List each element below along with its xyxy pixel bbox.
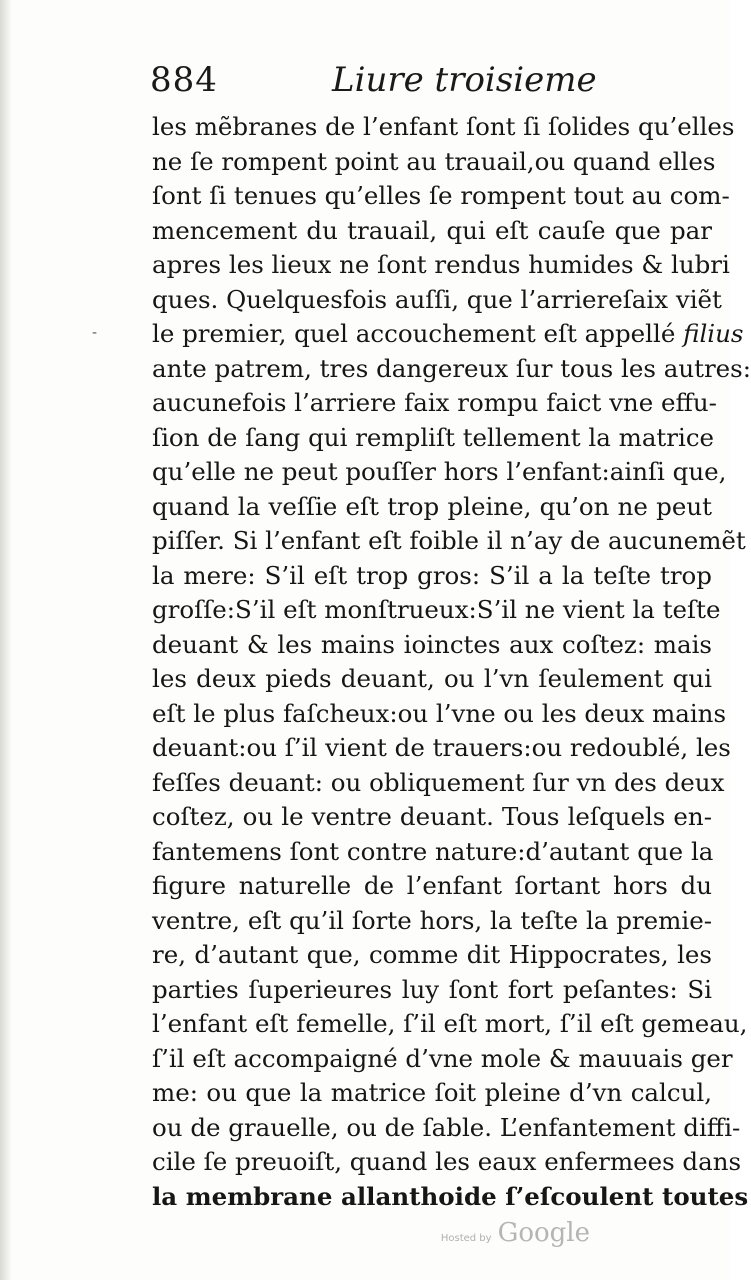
body-text <box>152 110 751 1214</box>
text-line: re, d’autant que, comme dit Hippocrates, les <box>152 940 712 969</box>
running-header <box>150 60 710 112</box>
text-line: groſſe:S’il eſt monſtrueux:S’il ne vient la teſte <box>152 595 721 624</box>
text-line: ſ’il eſt accompaigné d’vne mole & mauuais ger <box>152 1043 733 1073</box>
text-line: deuant & les mains ioinctes aux coſtez: mais <box>152 629 712 659</box>
text-line: cile ſe preuoiſt, quand les eaux enfermees dans <box>152 1147 742 1176</box>
text-line: figure naturelle de l’enfant ſortant hors du <box>152 871 712 900</box>
text-line: feſſes deuant: ou obliquement ſur vn des deux <box>152 767 725 797</box>
text-line: les mẽbranes de l’enfant ſont ſi ſolides qu’elles <box>152 112 735 141</box>
text-line: ante patrem, tres dangereux ſur tous les autres: <box>152 353 751 383</box>
text-line: quand la veſſie eſt trop pleine, qu’on ne peut <box>152 491 712 521</box>
margin-mark: - <box>92 325 98 341</box>
section-title: Liure troisieme <box>332 60 597 100</box>
text-line: piſſer. Si l’enfant eſt foible il n’ay de aucunemẽt <box>152 526 746 555</box>
page-number: 884 <box>150 60 218 100</box>
text-line: apres les lieux ne ſont rendus humides & lubri <box>152 250 730 279</box>
text-line: mencement du trauail, qui eſt cauſe que par <box>152 215 712 245</box>
text-line: fantemens ſont contre nature:d’autant que la <box>152 836 714 866</box>
text-line: parties ſuperieures luy ſont fort peſantes: Si <box>152 974 712 1004</box>
text-line: l’enfant eſt femelle, ſ’il eſt mort, ſ’il eſt gemeau, <box>152 1009 748 1038</box>
text-line: la membrane allanthoide ſ’eſcoulent toutes <box>152 1181 749 1211</box>
text-line: ſont ſi tenues qu’elles ſe rompent tout au com- <box>152 181 730 210</box>
google-logo: Google <box>497 1218 590 1248</box>
text-line: les deux pieds deuant, ou l’vn ſeulement qui <box>152 664 712 693</box>
text-line: ou de grauelle, ou de ſable. L’enfantement diffi- <box>152 1112 741 1142</box>
page-edge-shadow <box>0 0 12 1280</box>
text-line: ques. Quelquesfois auſſi, que l’arriereſaix viẽt <box>152 284 722 314</box>
google-watermark <box>441 1218 590 1248</box>
text-line: me: ou que la matrice ſoit pleine d’vn calcul, <box>152 1078 712 1107</box>
text-line-segment: le premier, quel accouchement eſt appellé <box>152 319 684 348</box>
text-line: ventre, eſt qu’il ſorte hors, la teſte la premie- <box>152 905 712 935</box>
text-line: aucunefois l’arriere faix rompu faict vne effu- <box>152 388 717 417</box>
text-line: deuant:ou ſ’il vient de trauers:ou redoublé, les <box>152 733 731 762</box>
text-line: ne ſe rompent point au trauail,ou quand elles <box>152 146 716 176</box>
text-line: qu’elle ne peut pouſſer hors l’enfant:ainſi que, <box>152 457 727 486</box>
italic-phrase: filius <box>683 319 744 348</box>
text-line-with-italic <box>152 317 744 352</box>
text-line: ſion de ſang qui rempliſt tellement la matrice <box>152 422 715 452</box>
text-line: eſt le plus faſcheux:ou l’vne ou les deux mains <box>152 698 727 728</box>
text-line: la mere: S’il eſt trop gros: S’il a la teſte trop <box>152 560 712 590</box>
text-line: coſtez, ou le ventre deuant. Tous leſquels en- <box>152 802 712 831</box>
hosted-by-label: Hosted by <box>440 1233 492 1244</box>
